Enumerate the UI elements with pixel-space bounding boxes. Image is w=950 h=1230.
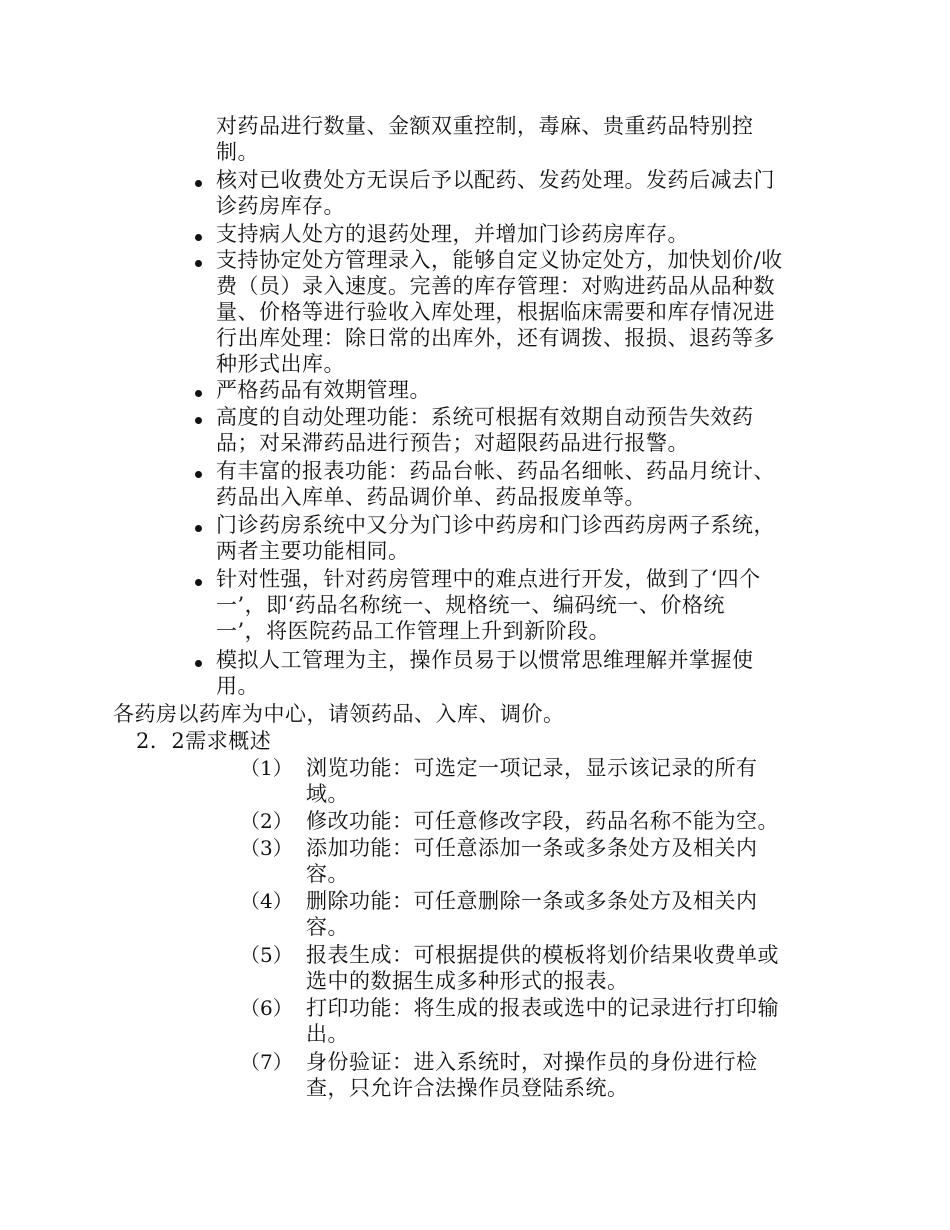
paragraph-text: 各药房以药库为中心，请领药品、入库、调价。: [113, 702, 565, 726]
bullet-text: 费（员）录入速度。完善的库存管理：对购进药品从品种数: [216, 274, 775, 298]
bullet-text: 一’，将医院药品工作管理上升到新阶段。: [216, 619, 611, 643]
requirement-number: （1）: [240, 756, 293, 780]
requirement-text: 域。: [306, 782, 349, 806]
requirement-text: 选中的数据生成多种形式的报表。: [306, 969, 629, 993]
requirement-text: 身份验证：进入系统时，对操作员的身份进行检: [306, 1050, 758, 1074]
requirement-text: 报表生成：可根据提供的模板将划价结果收费单或: [306, 943, 779, 967]
bullet-text: 诊药房库存。: [216, 194, 345, 218]
requirement-number: （6）: [240, 996, 293, 1020]
bullet-dot: [195, 660, 202, 667]
bullet-dot: [195, 234, 202, 241]
bullet-text: 药品出入库单、药品调价单、药品报废单等。: [216, 485, 646, 509]
bullet-text: 高度的自动处理功能：系统可根据有效期自动预告失效药: [216, 405, 754, 429]
bullet-text: 用。: [216, 674, 259, 698]
bullet-text: 支持病人处方的退药处理，并增加门诊药房库存。: [216, 222, 689, 246]
bullet-text: 针对性强，针对药房管理中的难点进行开发，做到了‘四个: [216, 567, 761, 591]
requirement-number: （5）: [240, 943, 293, 967]
bullet-text: 两者主要功能相同。: [216, 539, 410, 563]
requirement-number: （7）: [240, 1050, 293, 1074]
bullet-dot: [195, 390, 202, 397]
text-line: 对药品进行数量、金额双重控制，毒麻、贵重药品特别控: [216, 114, 754, 138]
bullet-dot: [195, 471, 202, 478]
requirement-text: 查，只允许合法操作员登陆系统。: [306, 1076, 629, 1100]
requirement-number: （3）: [240, 836, 293, 860]
bullet-text: 支持协定处方管理录入，能够自定义协定处方，加快划价/收: [216, 248, 783, 272]
requirement-text: 容。: [306, 862, 349, 886]
requirement-text: 添加功能：可任意添加一条或多条处方及相关内: [306, 836, 758, 860]
bullet-text: 有丰富的报表功能：药品台帐、药品名细帐、药品月统计、: [216, 459, 775, 483]
requirement-text: 删除功能：可任意删除一条或多条处方及相关内: [306, 889, 758, 913]
bullet-text: 一’，即‘药品名称统一、规格统一、编码统一、价格统: [216, 593, 725, 617]
bullet-dot: [195, 417, 202, 424]
requirement-text: 出。: [306, 1022, 349, 1046]
requirement-text: 修改功能：可任意修改字段，药品名称不能为空。: [306, 809, 779, 833]
requirement-number: （4）: [240, 889, 293, 913]
bullet-text: 行出库处理：除日常的出库外，还有调拨、报损、退药等多: [216, 326, 775, 350]
requirement-number: （2）: [240, 809, 293, 833]
bullet-text: 核对已收费处方无误后予以配药、发药处理。发药后减去门: [216, 168, 775, 192]
bullet-text: 严格药品有效期管理。: [216, 378, 431, 402]
bullet-text: 种形式出库。: [216, 352, 345, 376]
bullet-dot: [195, 579, 202, 586]
bullet-text: 门诊药房系统中又分为门诊中药房和门诊西药房两子系统，: [216, 513, 775, 537]
text-line: 制。: [216, 140, 259, 164]
requirement-text: 容。: [306, 915, 349, 939]
requirement-text: 打印功能：将生成的报表或选中的记录进行打印输: [306, 996, 779, 1020]
requirement-text: 浏览功能：可选定一项记录，显示该记录的所有: [306, 756, 758, 780]
bullet-text: 模拟人工管理为主，操作员易于以惯常思维理解并掌握使: [216, 648, 754, 672]
section-heading: 2．2需求概述: [136, 729, 272, 753]
bullet-text: 品；对呆滞药品进行预告；对超限药品进行报警。: [216, 431, 689, 455]
bullet-dot: [195, 260, 202, 267]
bullet-dot: [195, 180, 202, 187]
bullet-dot: [195, 525, 202, 532]
bullet-text: 量、价格等进行验收入库处理，根据临床需要和库存情况进: [216, 300, 775, 324]
